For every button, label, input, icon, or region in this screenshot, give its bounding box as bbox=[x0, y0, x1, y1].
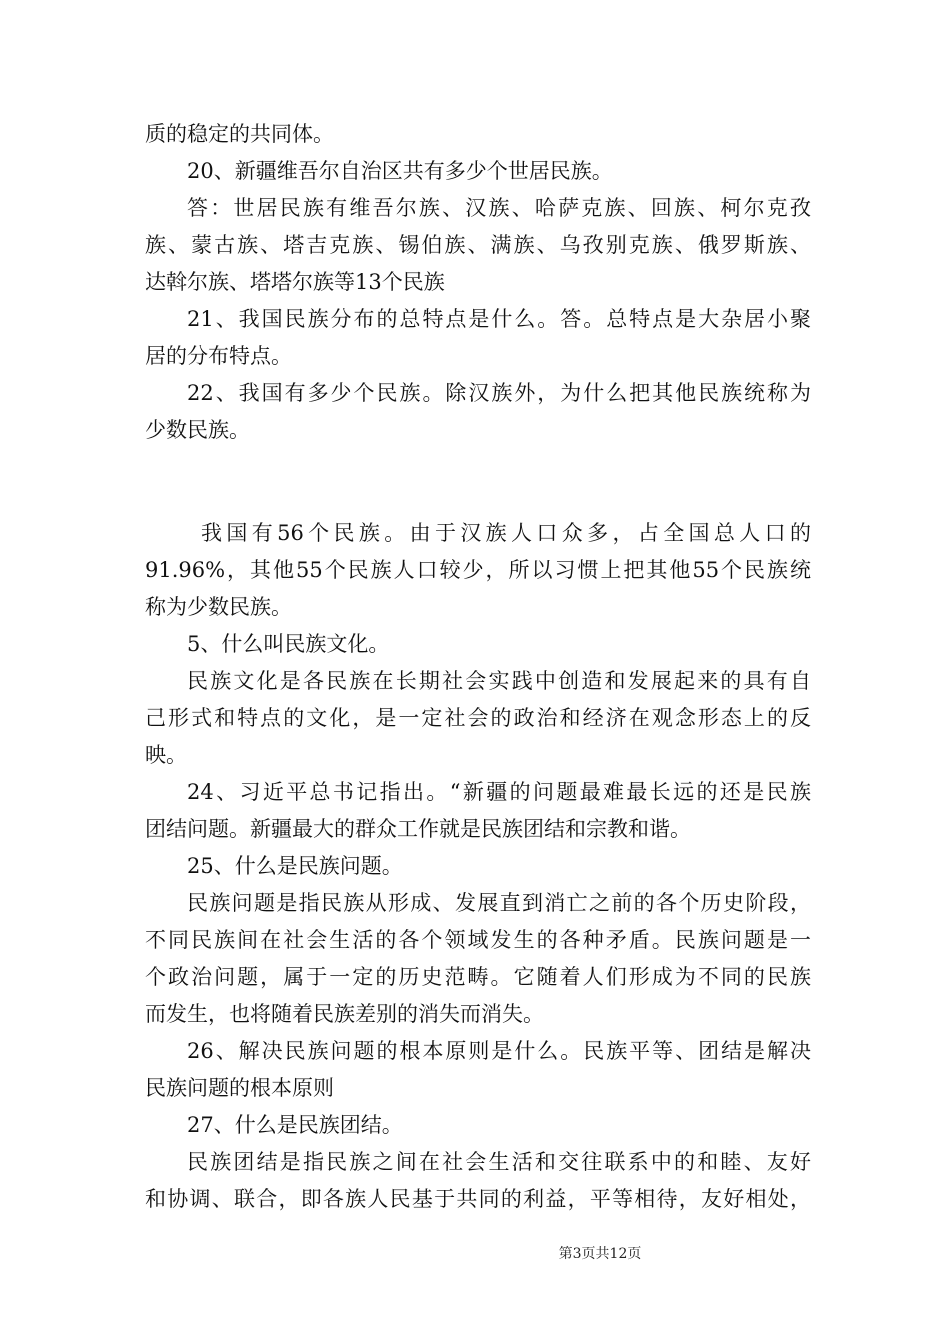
text-line: 称为少数民族。 bbox=[145, 595, 292, 619]
answer-line: 我国有56个民族。由于汉族人口众多，占全国总人口的 bbox=[201, 521, 811, 545]
text-line: 质的稳定的共同体。 bbox=[145, 122, 334, 146]
answer-line: 答：世居民族有维吾尔族、汉族、哈萨克族、回族、柯尔克孜 bbox=[187, 196, 811, 220]
question-line: 27、什么是民族团结。 bbox=[187, 1113, 403, 1137]
question-line: 24、习近平总书记指出。“新疆的问题最难最长远的还是民族 bbox=[187, 780, 811, 804]
question-line: 5、什么叫民族文化。 bbox=[187, 632, 390, 656]
text-line: 91.96%，其他55个民族人口较少，所以习惯上把其他55个民族统 bbox=[145, 558, 811, 582]
text-line: 团结问题。新疆最大的群众工作就是民族团结和宗教和谐。 bbox=[145, 817, 691, 841]
text-line: 个政治问题，属于一定的历史范畴。它随着人们形成为不同的民族 bbox=[145, 965, 811, 989]
document-body bbox=[145, 116, 811, 1218]
question-line: 22、我国有多少个民族。除汉族外，为什么把其他民族统称为 bbox=[187, 381, 811, 405]
question-line: 25、什么是民族问题。 bbox=[187, 854, 403, 878]
text-line: 少数民族。 bbox=[145, 418, 250, 442]
text-line: 民族问题的根本原则 bbox=[145, 1076, 334, 1100]
text-line: 族、蒙古族、塔吉克族、锡伯族、满族、乌孜别克族、俄罗斯族、 bbox=[145, 233, 811, 257]
text-line: 映。 bbox=[145, 743, 187, 767]
question-line: 20、新疆维吾尔自治区共有多少个世居民族。 bbox=[187, 159, 613, 183]
text-line: 居的分布特点。 bbox=[145, 344, 292, 368]
text-line: 不同民族间在社会生活的各个领域发生的各种矛盾。民族问题是一 bbox=[145, 928, 811, 952]
text-line: 而发生，也将随着民族差别的消失而消失。 bbox=[145, 1002, 544, 1026]
text-line: 和协调、联合，即各族人民基于共同的利益，平等相待，友好相处， bbox=[145, 1187, 811, 1211]
page-number: 第3页共12页 bbox=[558, 1246, 642, 1262]
answer-line: 民族问题是指民族从形成、发展直到消亡之前的各个历史阶段， bbox=[187, 891, 811, 915]
answer-line: 民族团结是指民族之间在社会生活和交往联系中的和睦、友好 bbox=[187, 1150, 811, 1174]
text-line: 己形式和特点的文化，是一定社会的政治和经济在观念形态上的反 bbox=[145, 706, 811, 730]
question-line: 21、我国民族分布的总特点是什么。答。总特点是大杂居小聚 bbox=[187, 307, 811, 331]
text-line: 达斡尔族、塔塔尔族等13个民族 bbox=[145, 270, 445, 294]
paragraph-gap bbox=[145, 449, 811, 515]
question-line: 26、解决民族问题的根本原则是什么。民族平等、团结是解决 bbox=[187, 1039, 811, 1063]
answer-line: 民族文化是各民族在长期社会实践中创造和发展起来的具有自 bbox=[187, 669, 811, 693]
